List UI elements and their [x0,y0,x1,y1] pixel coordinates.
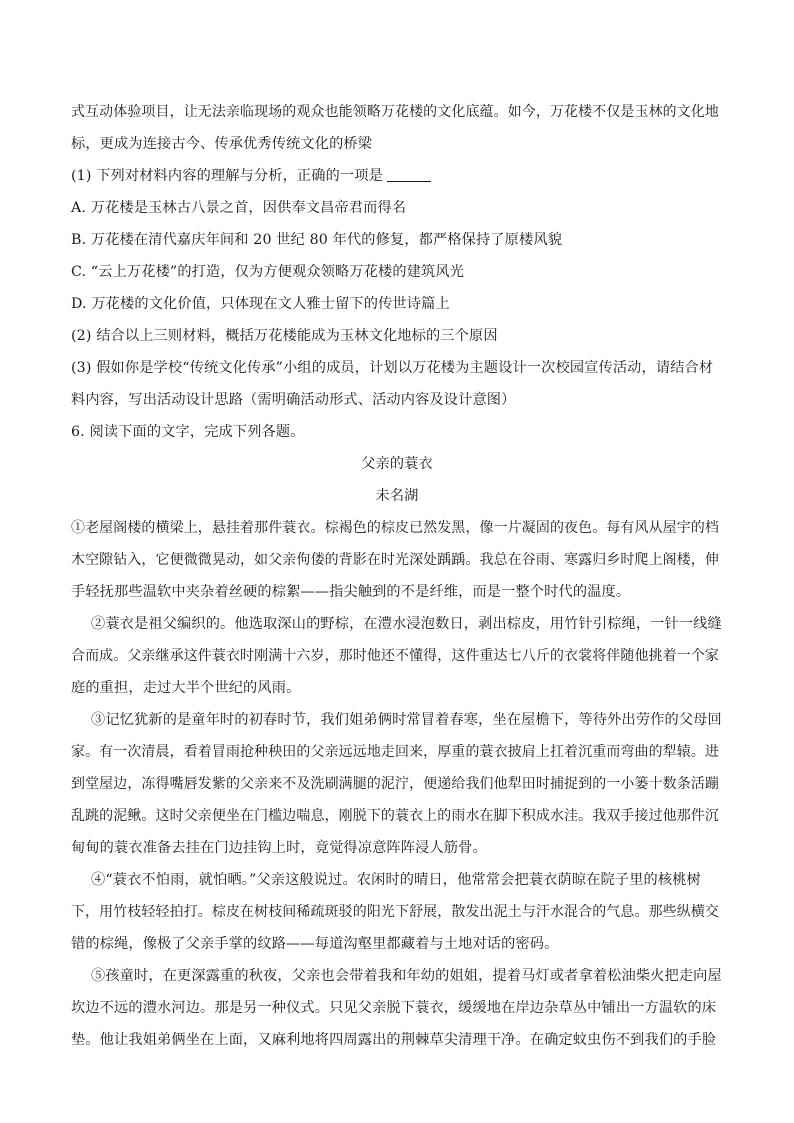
question-1-text: (1) 下列对材料内容的理解与分析，正确的一项是 [71,168,383,184]
question-1 [71,160,723,192]
paragraph-line: ④“蓑衣不怕雨，就怕晒。”父亲这般说过。农闲时的晴日，他常常会把蓑衣荫晾在院子里的核桃树 [91,872,701,888]
option-b: B. 万花楼在清代嘉庆年间和 20 世纪 80 年代的修复，都严格保持了原楼风貌 [71,232,563,248]
paragraph-line: 垫。他让我姐弟俩坐在上面，又麻利地将四周露出的荆棘草尖清理干净。在确定蚊虫伤不到我们的手脸 [71,1032,717,1048]
paragraph-line: 手轻抚那些温软中夹杂着丝硬的棕絮——指尖触到的不是纤维，而是一整个时代的温度。 [71,584,631,600]
paragraph-line: 甸甸的蓑衣准备去挂在门边挂钩上时，竟觉得凉意阵阵浸人筋骨。 [71,840,487,856]
paragraph-line: 家。有一次清晨，看着冒雨抢种秧田的父亲远远地走回来，厚重的蓑衣披肩上扛着沉重而弯曲的犁辕。进 [71,744,720,760]
paragraph-line: 乱跳的泥鳅。这时父亲便坐在门槛边喘息，刚脱下的蓑衣上的雨水在脚下积成水洼。我双手接过他那件沉 [71,808,720,824]
paragraph-line: ①老屋阁楼的横梁上，悬挂着那件蓑衣。棕褐色的棕皮已然发黑，像一片凝固的夜色。每有风从屋宇的档 [71,520,720,536]
text-line: 式互动体验项目，让无法亲临现场的观众也能领略万花楼的文化底蕴。如今，万花楼不仅是玉林的文化地 [71,104,720,120]
option-d: D. 万花楼的文化价值，只体现在文人雅士留下的传世诗篇上 [71,296,450,312]
paragraph-line: 错的棕绳，像极了父亲手掌的纹路——每道沟壑里都藏着与土地对话的密码。 [71,936,559,952]
paragraph-line: 合而成。父亲继承这件蓑衣时刚满十六岁，那时他还不懂得，这件重达七八斤的衣裳将伴随他挑着一个家 [71,648,720,664]
question-6-heading: 6. 阅读下面的文字，完成下列各题。 [71,424,305,440]
paragraph-line: ⑤孩童时，在更深露重的秋夜，父亲也会带着我和年幼的姐姐，提着马灯或者拿着松油柴火把走向屋 [91,968,722,984]
document-page [71,96,723,1056]
option-a: A. 万花楼是玉林古八景之首，因供奉文昌帝君而得名 [71,200,407,216]
paragraph-line: 坎边不远的澧水河边。那是另一种仪式。只见父亲脱下蓑衣，缓缓地在岸边杂草丛中铺出一方温软的床 [71,1000,717,1016]
article-title: 父亲的蓑衣 [361,456,433,472]
question-2: (2) 结合以上三则材料，概括万花楼能成为玉林文化地标的三个原因 [71,328,498,344]
article-author: 未名湖 [375,488,419,504]
paragraph-line: 庭的重担，走过大半个世纪的风雨。 [71,680,301,696]
paragraph-line: 下，用竹枝轻轻拍打。棕皮在树枝间稀疏斑驳的阳光下舒展，散发出泥土与汗水混合的气息。那些纵横交 [71,904,720,920]
paragraph-line: 木空隙钻入，它便微微晃动，如父亲佝偻的背影在时光深处踽踽。我总在谷雨、寒露归乡时爬上阁楼，伸 [71,552,720,568]
option-c: C. “云上万花楼”的打造，仅为方便观众领略万花楼的建筑风光 [71,264,465,280]
text-line: 标，更成为连接古今、传承优秀传统文化的桥梁 [71,136,373,152]
question-3: (3) 假如你是学校“传统文化传承”小组的成员，计划以万花楼为主题设计一次校园宣传活动，请结合材 [71,360,714,376]
paragraph-line: ③记忆犹新的是童年时的初春时节，我们姐弟俩时常冒着春寒，坐在屋檐下，等待外出劳作的父母回 [91,712,722,728]
paragraph-line: 到堂屋边，冻得嘴唇发紫的父亲来不及洗刷满腿的泥泞，便递给我们他犁田时捕捉到的一小篓十数条活蹦 [71,776,720,792]
answer-blank [387,167,431,182]
paragraph-line: ②蓑衣是祖父编织的。他选取深山的野棕，在澧水浸泡数日，剥出棕皮，用竹针引棕绳，一针一线缝 [91,616,722,632]
text-line: 料内容，写出活动设计思路（需明确活动形式、活动内容及设计意图） [71,392,516,408]
